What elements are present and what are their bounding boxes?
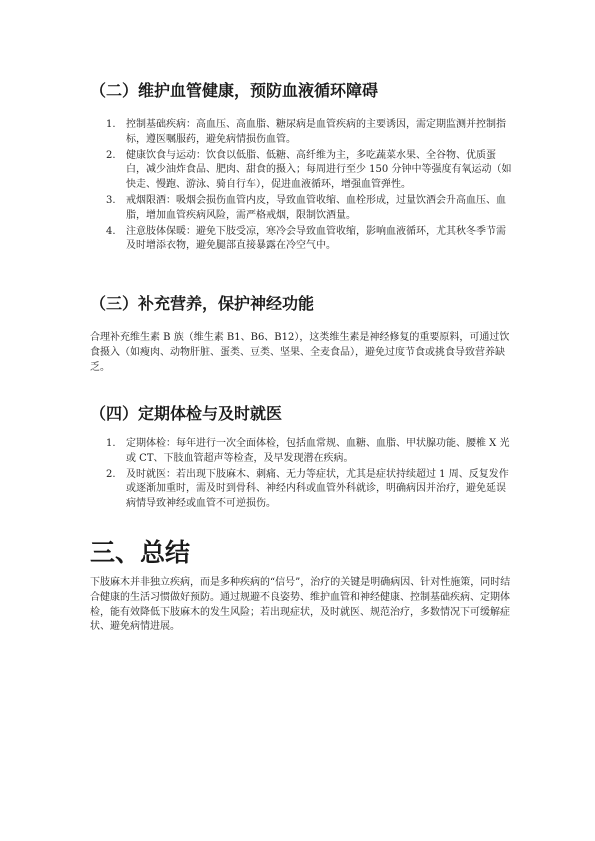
list-number: 4. <box>106 225 116 237</box>
list-text: 健康饮食与运动：饮食以低脂、低糖、高纤维为主，多吃蔬菜水果、全谷物、优质蛋白，减少油炸食品、肥肉、甜食的摄入；每周进行至少 150 分钟中等强度有氧运动（如快走、慢跑、游泳、骑自行车），促进血液循环，增强血管弹性。 <box>126 149 512 190</box>
list-number: 3. <box>106 194 116 206</box>
list-text: 控制基础疾病：高血压、高血脂、糖尿病是血管疾病的主要诱因，需定期监测并控制指标，遵医嘱服药，避免病情损伤血管。 <box>126 119 506 145</box>
list-item <box>106 437 515 466</box>
list-item <box>106 118 515 147</box>
list-text: 戒烟限酒：吸烟会损伤血管内皮，导致血管收缩、血栓形成，过量饮酒会升高血压、血脂，增加血管疾病风险，需严格戒烟，限制饮酒量。 <box>126 194 506 221</box>
list-item <box>106 225 515 254</box>
list-item <box>106 468 515 512</box>
list-item <box>106 194 515 223</box>
list-number: 2. <box>106 468 116 480</box>
list-number: 1. <box>106 119 116 130</box>
list-text: 注意肢体保暖：避免下肢受凉，寒冷会导致血管收缩，影响血液循环，尤其秋冬季节需及时增添衣物，避免腿部直接暴露在冷空气中。 <box>126 225 506 252</box>
section-4-heading: （四）定期体检与及时就医 <box>90 404 283 423</box>
section-2-list <box>106 118 515 255</box>
list-item <box>106 149 515 193</box>
list-number: 1. <box>106 438 116 449</box>
list-text: 及时就医：若出现下肢麻木、刺痛、无力等症状，尤其是症状持续超过 1 周、反复发作或逐渐加重时，需及时到骨科、神经内科或血管外科就诊，明确病因并治疗，避免延误病情导致神经或血管不可逆损伤。 <box>126 468 509 509</box>
section-3-heading: （三）补充营养，保护神经功能 <box>90 294 315 313</box>
section-2-heading: （二）维护血管健康，预防血液循环障碍 <box>90 81 379 100</box>
section-4-list <box>106 437 515 513</box>
section-3-paragraph: 合理补充维生素 B 族（维生素 B1、B6、B12），这类维生素是神经修复的重要原料，可通过饮食摄入（如瘦肉、动物肝脏、蛋类、豆类、坚果、全麦食品），避免过度节食或挑食导致营养缺乏。 <box>90 332 510 373</box>
summary-paragraph: 下肢麻木并非独立疾病，而是多种疾病的“信号”，治疗的关键是明确病因、针对性施策，同时结合健康的生活习惯做好预防。通过规避不良姿势、维护血管和神经健康、控制基础疾病、定期体检，能有效降低下肢麻木的发生风险；若出现症状，及时就医、规范治疗，多数情况下可缓解症状、避免病情进展。 <box>90 577 511 633</box>
list-text: 定期体检：每年进行一次全面体检，包括血常规、血糖、血脂、甲状腺功能、腰椎 X 光或 CT、下肢血管超声等检查，及早发现潜在疾病。 <box>126 438 510 464</box>
list-number: 2. <box>106 149 116 161</box>
summary-heading: 三、总结 <box>90 538 191 567</box>
